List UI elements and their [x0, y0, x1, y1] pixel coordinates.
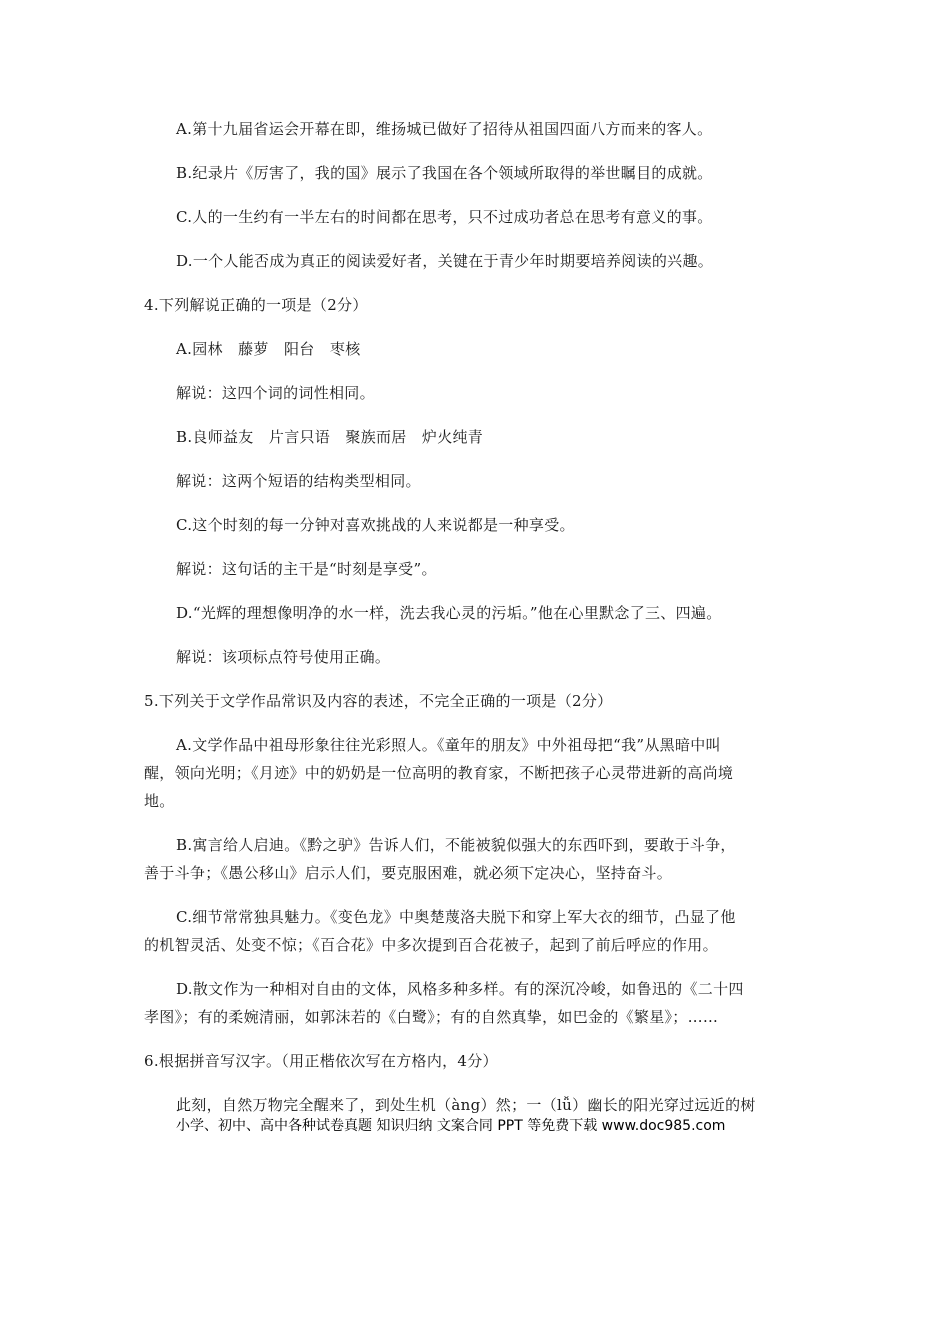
- q6-passage-line1: 此刻，自然万物完全醒来了，到处生机（àng）然；一（lǚ）幽长的阳光穿过远近的树: [176, 1096, 756, 1114]
- q3-option-c: C.人的一生约有一半左右的时间都在思考，只不过成功者总在思考有意义的事。: [176, 208, 713, 226]
- q5-option-b-line2: 善于斗争；《愚公移山》启示人们，要克服困难，就必须下定决心，坚持奋斗。: [144, 864, 673, 882]
- q5-option-d-line1: D.散文作为一种相对自由的文体，风格多种多样。有的深沉冷峻，如鲁迅的《二十四: [176, 980, 744, 998]
- q4-note-c: 解说：这句话的主干是“时刻是享受”。: [176, 560, 437, 578]
- q4-option-c: C.这个时刻的每一分钟对喜欢挑战的人来说都是一种享受。: [176, 516, 575, 534]
- q6-stem: 6.根据拼音写汉字。（用正楷依次写在方格内，4分）: [144, 1052, 498, 1070]
- q5-option-a-line3: 地。: [144, 792, 175, 810]
- q3-option-a: A.第十九届省运会开幕在即，维扬城已做好了招待从祖国四面八方而来的客人。: [176, 120, 713, 138]
- q4-note-d: 解说：该项标点符号使用正确。: [176, 648, 391, 666]
- q4-stem: 4.下列解说正确的一项是（2分）: [144, 296, 368, 314]
- q5-option-d-line2: 孝图》；有的柔婉清丽，如郭沫若的《白鹭》；有的自然真挚，如巴金的《繁星》；……: [144, 1008, 719, 1026]
- q5-option-a-line2: 醒，领向光明；《月迹》中的奶奶是一位高明的教育家，不断把孩子心灵带进新的高尚境: [144, 764, 734, 782]
- q5-option-c-line1: C.细节常常独具魅力。《变色龙》中奥楚蔑洛夫脱下和穿上军大衣的细节，凸显了他: [176, 908, 736, 926]
- footer-download-note: 小学、初中、高中各种试卷真题 知识归纳 文案合同 PPT 等免费下载 www.doc985.com: [176, 1118, 726, 1134]
- q5-option-a-line1: A.文学作品中祖母形象往往光彩照人。《童年的朋友》中外祖母把“我”从黑暗中叫: [176, 736, 721, 754]
- q4-note-b: 解说：这两个短语的结构类型相同。: [176, 472, 421, 490]
- q5-option-b-line1: B.寓言给人启迪。《黔之驴》告诉人们，不能被貌似强大的东西吓到，要敢于斗争，: [176, 836, 736, 854]
- q5-option-c-line2: 的机智灵活、处变不惊；《百合花》中多次提到百合花被子，起到了前后呼应的作用。: [144, 936, 718, 954]
- q4-note-a: 解说：这四个词的词性相同。: [176, 384, 375, 402]
- q4-option-d: D.“光辉的理想像明净的水一样，洗去我心灵的污垢。”他在心里默念了三、四遍。: [176, 604, 722, 622]
- q4-option-a: A.园林 藤萝 阳台 枣核: [176, 340, 361, 358]
- q5-stem: 5.下列关于文学作品常识及内容的表述，不完全正确的一项是（2分）: [144, 692, 613, 710]
- q3-option-b: B.纪录片《厉害了，我的国》展示了我国在各个领域所取得的举世瞩目的成就。: [176, 164, 713, 182]
- q3-option-d: D.一个人能否成为真正的阅读爱好者，关键在于青少年时期要培养阅读的兴趣。: [176, 252, 714, 270]
- q4-option-b: B.良师益友 片言只语 聚族而居 炉火纯青: [176, 428, 484, 446]
